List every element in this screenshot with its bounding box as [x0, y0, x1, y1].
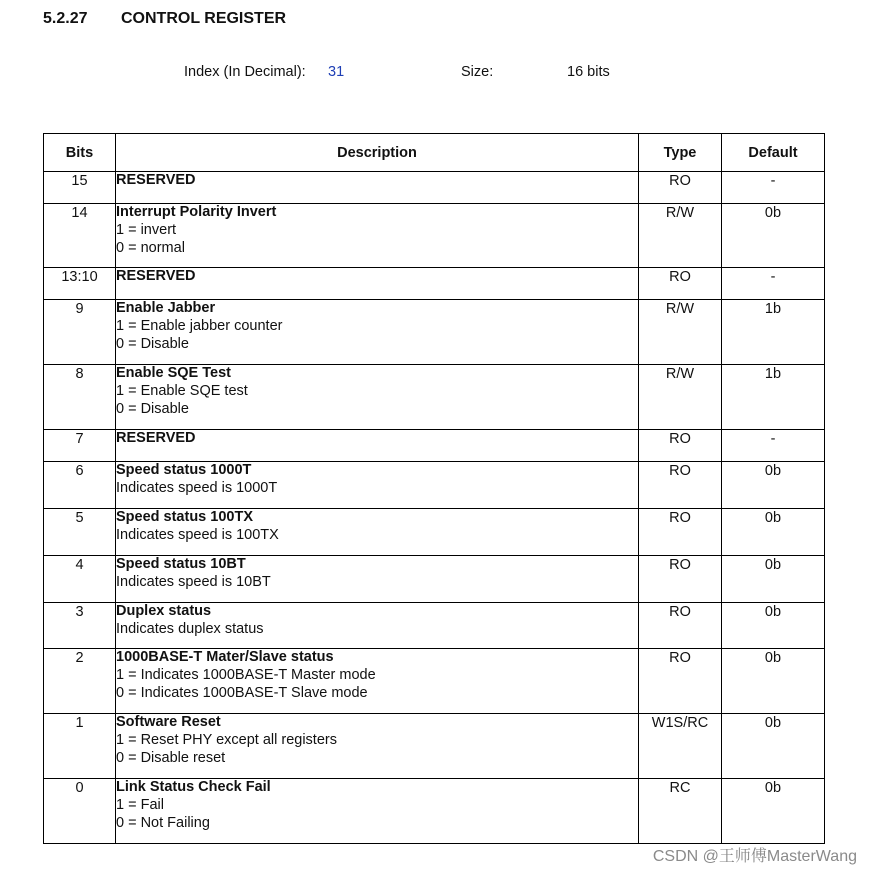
header-bits: Bits: [44, 134, 116, 172]
table-row: [44, 365, 825, 430]
description-cell: [116, 268, 639, 300]
bits-cell: 8: [44, 365, 116, 430]
field-description-line: Indicates duplex status: [116, 621, 264, 637]
field-description-line: 1 = Enable SQE test: [116, 383, 248, 399]
field-description-line: 0 = normal: [116, 240, 185, 256]
default-cell: -: [722, 268, 825, 300]
field-description-line: 1 = Indicates 1000BASE-T Master mode: [116, 667, 376, 683]
field-name: RESERVED: [116, 430, 196, 446]
field-name: Enable SQE Test: [116, 365, 231, 381]
description-cell: [116, 779, 639, 844]
field-description-line: 0 = Indicates 1000BASE-T Slave mode: [116, 685, 368, 701]
field-name: Software Reset: [116, 714, 221, 730]
field-description-line: 0 = Not Failing: [116, 815, 210, 831]
field-description-line: Indicates speed is 1000T: [116, 480, 278, 496]
bits-cell: 13:10: [44, 268, 116, 300]
type-cell: RO: [639, 172, 722, 204]
field-name: Speed status 100TX: [116, 509, 253, 525]
field-name: Enable Jabber: [116, 300, 216, 316]
table-row: [44, 649, 825, 714]
watermark: CSDN @王师傅MasterWang: [652, 848, 857, 865]
table-row: [44, 300, 825, 365]
table-row: [44, 204, 825, 268]
index-label: Index (In Decimal):: [184, 64, 306, 80]
default-cell: -: [722, 430, 825, 462]
bits-cell: 0: [44, 779, 116, 844]
field-name: RESERVED: [116, 268, 196, 284]
table-row: [44, 172, 825, 204]
description-cell: [116, 365, 639, 430]
bits-cell: 1: [44, 714, 116, 779]
description-cell: [116, 300, 639, 365]
bits-cell: 9: [44, 300, 116, 365]
bits-cell: 15: [44, 172, 116, 204]
table-row: [44, 430, 825, 462]
header-default: Default: [722, 134, 825, 172]
description-cell: [116, 714, 639, 779]
field-description-line: 1 = Reset PHY except all registers: [116, 732, 337, 748]
field-name: Interrupt Polarity Invert: [116, 204, 277, 220]
field-name: RESERVED: [116, 172, 196, 188]
default-cell: 0b: [722, 556, 825, 603]
description-cell: [116, 430, 639, 462]
section-number: 5.2.27: [43, 10, 88, 27]
description-cell: [116, 649, 639, 714]
default-cell: 0b: [722, 714, 825, 779]
bits-cell: 4: [44, 556, 116, 603]
type-cell: R/W: [639, 204, 722, 268]
bits-cell: 2: [44, 649, 116, 714]
type-cell: RC: [639, 779, 722, 844]
field-name: Duplex status: [116, 603, 212, 619]
field-name: Speed status 10BT: [116, 556, 246, 572]
description-cell: [116, 603, 639, 649]
default-cell: -: [722, 172, 825, 204]
description-cell: [116, 462, 639, 509]
field-description-line: Indicates speed is 10BT: [116, 574, 271, 590]
section-title: CONTROL REGISTER: [121, 10, 287, 27]
field-description-line: 0 = Disable reset: [116, 750, 226, 766]
default-cell: 0b: [722, 649, 825, 714]
register-table-body: [44, 172, 825, 844]
field-description-line: 1 = Enable jabber counter: [116, 318, 283, 334]
type-cell: RO: [639, 603, 722, 649]
default-cell: 0b: [722, 603, 825, 649]
type-cell: RO: [639, 509, 722, 556]
default-cell: 0b: [722, 204, 825, 268]
bits-cell: 14: [44, 204, 116, 268]
index-value: 31: [328, 64, 345, 80]
table-header-row: [44, 134, 825, 172]
table-row: [44, 779, 825, 844]
table-row: [44, 462, 825, 509]
description-cell: [116, 509, 639, 556]
type-cell: W1S/RC: [639, 714, 722, 779]
field-description-line: Indicates speed is 100TX: [116, 527, 279, 543]
default-cell: 1b: [722, 300, 825, 365]
field-name: Speed status 1000T: [116, 462, 252, 478]
default-cell: 1b: [722, 365, 825, 430]
bits-cell: 6: [44, 462, 116, 509]
description-cell: [116, 204, 639, 268]
table-row: [44, 509, 825, 556]
field-description-line: 1 = Fail: [116, 797, 164, 813]
bits-cell: 5: [44, 509, 116, 556]
type-cell: RO: [639, 430, 722, 462]
table-row: [44, 556, 825, 603]
default-cell: 0b: [722, 509, 825, 556]
default-cell: 0b: [722, 779, 825, 844]
header-description: Description: [116, 134, 639, 172]
type-cell: RO: [639, 268, 722, 300]
header-type: Type: [639, 134, 722, 172]
field-description-line: 0 = Disable: [116, 401, 189, 417]
field-name: Link Status Check Fail: [116, 779, 271, 795]
type-cell: RO: [639, 556, 722, 603]
bits-cell: 3: [44, 603, 116, 649]
register-table: [43, 133, 825, 844]
default-cell: 0b: [722, 462, 825, 509]
description-cell: [116, 556, 639, 603]
field-name: 1000BASE-T Mater/Slave status: [116, 649, 334, 665]
size-label: Size:: [461, 64, 494, 80]
type-cell: R/W: [639, 365, 722, 430]
type-cell: RO: [639, 649, 722, 714]
type-cell: RO: [639, 462, 722, 509]
field-description-line: 0 = Disable: [116, 336, 189, 352]
size-value: 16 bits: [567, 64, 610, 80]
table-row: [44, 603, 825, 649]
field-description-line: 1 = invert: [116, 222, 177, 238]
description-cell: [116, 172, 639, 204]
table-row: [44, 714, 825, 779]
type-cell: R/W: [639, 300, 722, 365]
table-row: [44, 268, 825, 300]
bits-cell: 7: [44, 430, 116, 462]
